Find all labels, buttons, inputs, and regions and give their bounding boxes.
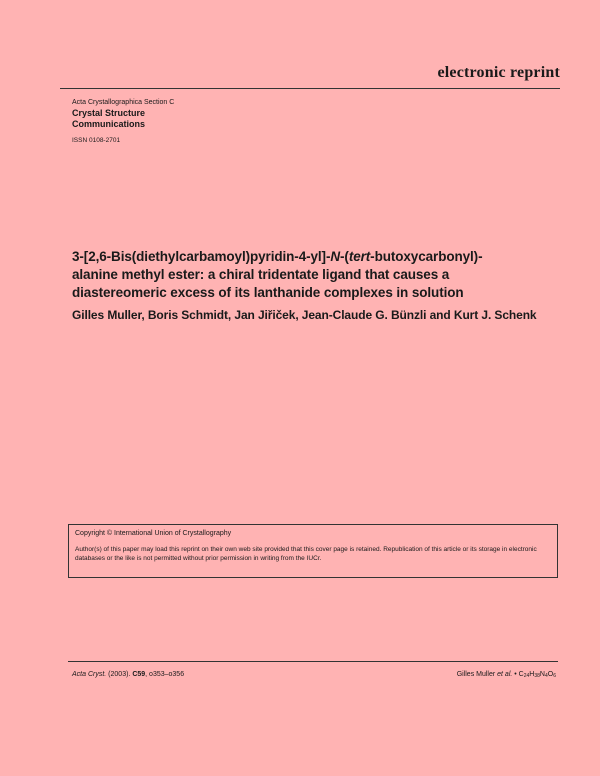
footer-volume: C59 xyxy=(132,671,146,678)
title-part-1: 3-[2,6-Bis(diethylcarbamoyl)pyridin-4-yl]- xyxy=(72,249,331,264)
formula-h-count: 38 xyxy=(534,673,540,679)
footer-author: Gilles Muller xyxy=(456,671,498,678)
header-rule xyxy=(60,88,560,89)
footer-year: (2003). xyxy=(106,671,133,678)
footer-journal-abbr: Acta Cryst. xyxy=(72,671,107,678)
title-n-italic: N xyxy=(330,249,341,264)
title-line-1 xyxy=(72,248,572,266)
footer-rule xyxy=(68,661,558,662)
title-line-2: alanine methyl ester: a chiral tridentate ligand that causes a xyxy=(72,267,450,282)
copyright-box xyxy=(68,524,558,578)
formula-n: N xyxy=(539,671,545,678)
formula-o: O xyxy=(547,671,554,678)
footer-author-formula xyxy=(457,670,556,680)
article-title xyxy=(72,248,572,302)
footer-formula-c: • C xyxy=(512,671,524,678)
title-line-3: diastereomeric excess of its lanthanide complexes in solution xyxy=(72,285,464,300)
electronic-reprint-label: electronic reprint xyxy=(437,64,560,81)
journal-section-line1: Crystal Structure xyxy=(72,108,146,118)
journal-name: Acta Crystallographica Section C xyxy=(72,99,175,106)
journal-block xyxy=(72,98,272,146)
authors: Gilles Muller, Boris Schmidt, Jan Jiřiček, Jean-Claude G. Bünzli and Kurt J. Schenk xyxy=(72,308,537,322)
title-part-2: -( xyxy=(340,249,349,264)
footer-pages: , o353–o356 xyxy=(145,671,185,678)
copyright-text: Author(s) of this paper may load this reprint on their own web site provided that this cover page is retained. Republication of this article or its storage in electronic databases or the like is not permitted without prior permission in writing from the IUCr. xyxy=(75,546,537,562)
title-tert-italic: tert xyxy=(348,249,371,264)
footer-et-al: et al. xyxy=(497,671,513,678)
journal-section-line2: Communications xyxy=(72,119,146,129)
formula-o-count: 6 xyxy=(553,673,556,679)
copyright-line: Copyright © International Union of Crystallography xyxy=(75,530,232,537)
footer-citation xyxy=(72,670,184,680)
title-part-3: -butoxycarbonyl)- xyxy=(370,249,483,264)
formula-h: H xyxy=(529,671,535,678)
formula-n-count: 4 xyxy=(544,673,548,679)
issn: ISSN 0108-2701 xyxy=(72,137,121,144)
formula-c-count: 24 xyxy=(523,673,530,679)
